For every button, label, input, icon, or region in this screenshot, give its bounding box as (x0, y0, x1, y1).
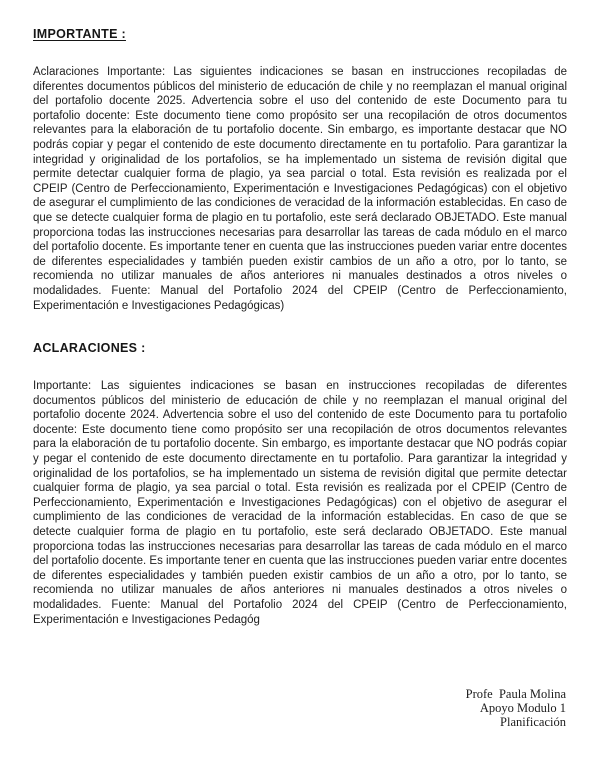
signature-line-topic: Planificación (500, 714, 566, 729)
signature-line-role: Apoyo Modulo 1 (479, 700, 566, 715)
section-aclaraciones (33, 341, 567, 627)
section-importante (33, 27, 567, 313)
heading-aclaraciones: ACLARACIONES : (33, 341, 146, 355)
heading-importante: IMPORTANTE : (33, 27, 126, 41)
paragraph-aclaraciones: Importante: Las siguientes indicaciones se basan en instrucciones recopiladas de diferentes documentos públicos del ministerio de educación de chile y no reemplazan el manual original del portafolio docente 2024. Advertencia sobre el uso del contenido de este Documento para tu portafolio docente: Este documento tiene como propósito ser una recopilación de otros documentos relevantes para la elaboración de tu portafolio docente. Sin embargo, es importante destacar que NO podrás copiar y pegar el contenido de este documento directamente en tu portafolio. Para garantizar la integridad y originalidad de los portafolios, se ha implementado un sistema de revisión digital que permite detectar cualquier forma de plagio, ya sea parcial o total. Esta revisión es realizada por el CPEIP (Centro de Perfeccionamiento, Experimentación e Investigaciones Pedagógicas) con el objetivo de asegurar el cumplimiento de las condiciones de veracidad de la información establecidas. En caso de que se detecte cualquier forma de plagio en tu portafolio, este será declarado OBJETADO. Este manual proporciona todas las instrucciones necesarias para desarrollar las tareas de cada módulo en el marco del portafolio docente. Es importante tener en cuenta que las instrucciones pueden variar entre docentes de diferentes especialidades y también pueden existir cambios de un año a otro, por lo tanto, se recomienda no utilizar manuales de años anteriores ni manuales destinados a otros niveles o modalidades. Fuente: Manual del Portafolio 2024 del CPEIP (Centro de Perfeccionamiento, Experimentación e Investigaciones Pedagóg (33, 380, 567, 626)
signature-block (466, 688, 566, 729)
signature-line-name: Profe Paula Molina (465, 687, 566, 701)
paragraph-importante: Aclaraciones Importante: Las siguientes indicaciones se basan en instrucciones recopiladas de diferentes documentos públicos del ministerio de educación de chile y no reemplazan el manual original del portafolio docente 2025. Advertencia sobre el uso del contenido de este Documento para tu portafolio docente: Este documento tiene como propósito ser una recopilación de otros documentos relevantes para la elaboración de tu portafolio docente. Sin embargo, es importante destacar que NO podrás copiar y pegar el contenido de este documento directamente en tu portafolio. Para garantizar la integridad y originalidad de los portafolios, se ha implementado un sistema de revisión digital que permite detectar cualquier forma de plagio, ya sea parcial o total. Esta revisión es realizada por el CPEIP (Centro de Perfeccionamiento, Experimentación e Investigaciones Pedagógicas) con el objetivo de asegurar el cumplimiento de las condiciones de veracidad de la información establecidas. En caso de que se detecte cualquier forma de plagio en tu portafolio, este será declarado OBJETADO. Este manual proporciona todas las instrucciones necesarias para desarrollar las tareas de cada módulo en el marco del portafolio docente. Es importante tener en cuenta que las instrucciones pueden variar entre docentes de diferentes especialidades y también pueden existir cambios de un año a otro, por lo tanto, se recomienda no utilizar manuales de años anteriores ni manuales destinados a otros niveles o modalidades. Fuente: Manual del Portafolio 2024 del CPEIP (Centro de Perfeccionamiento, Experimentación e Investigaciones Pedagógicas) (33, 66, 567, 312)
